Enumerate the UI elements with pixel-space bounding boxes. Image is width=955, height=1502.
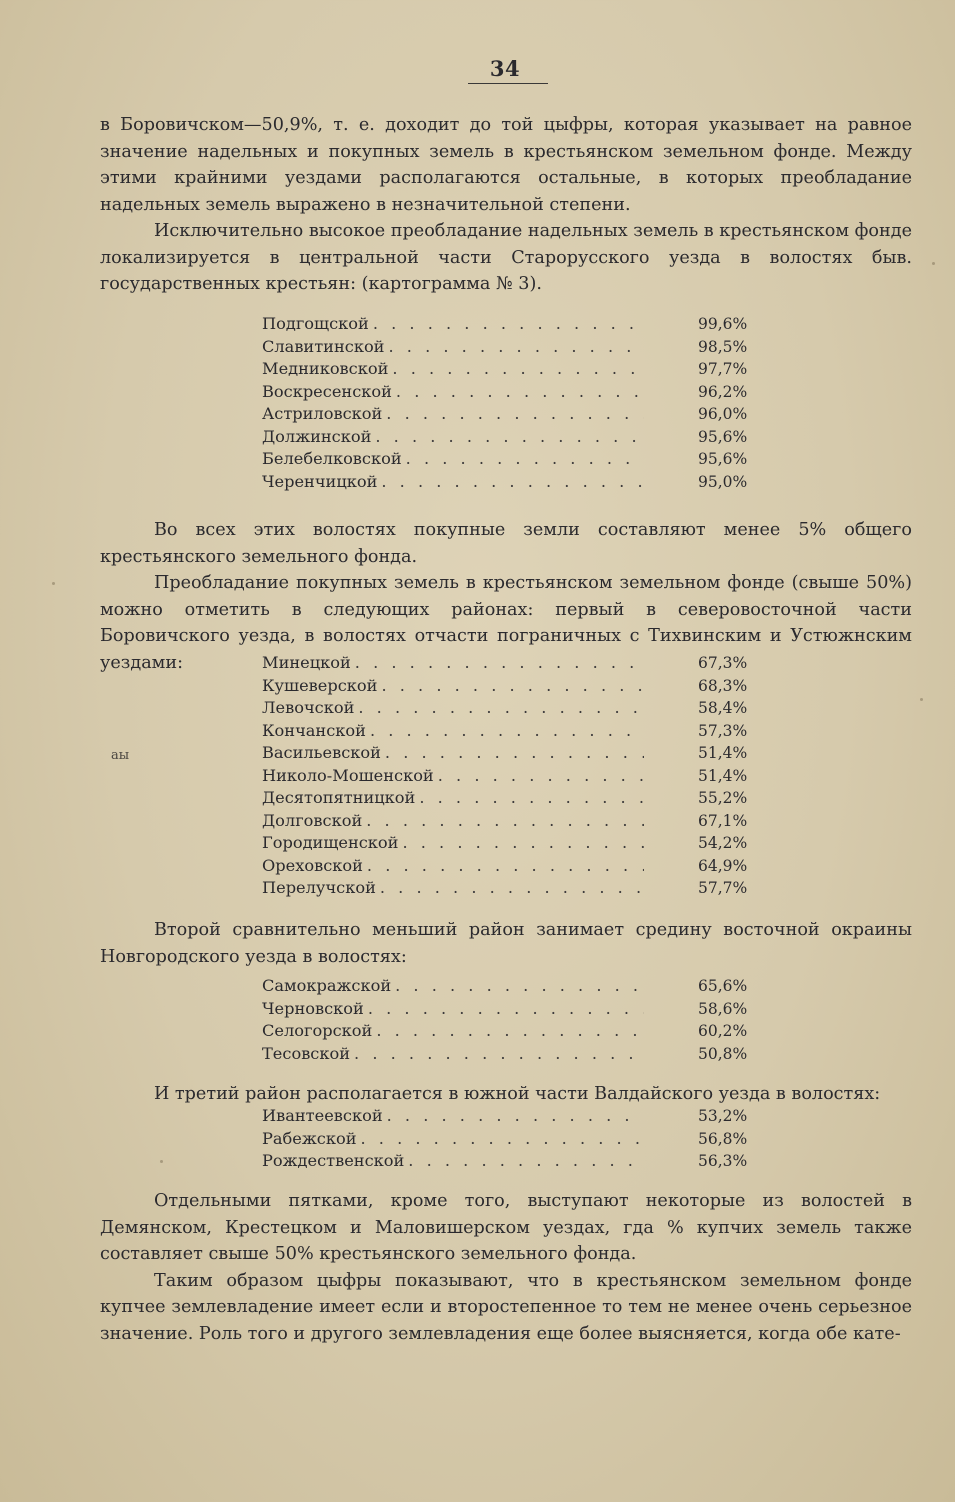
volost-percentage: 95,0%: [698, 472, 748, 491]
volost-name: Левочской: [262, 698, 355, 717]
volost-list-1: [262, 313, 754, 493]
volost-name: Перелучской: [262, 878, 376, 897]
leader-dots: [368, 998, 644, 1021]
volost-row: [262, 855, 754, 878]
volost-row: [262, 426, 754, 449]
volost-percentage: 97,7%: [698, 360, 748, 378]
leader-dots: [376, 1020, 644, 1043]
paragraph-7: Отдельными пятками, кроме того, выступают некоторые из волостей в Демянском, Крестецком и Маловишерском уездах, гда % купчих земель также составляет свыше 50% крестьянского земельного фонда.: [100, 1191, 912, 1264]
volost-list-2: [262, 652, 754, 900]
leader-dots: [366, 810, 644, 833]
volost-row: [262, 358, 754, 381]
volost-list-4: [262, 1105, 754, 1173]
volost-row: [262, 1128, 754, 1151]
leader-dots: [385, 742, 644, 765]
leader-dots: [406, 448, 644, 471]
volost-row: [262, 675, 754, 698]
volost-percentage: 68,3%: [698, 676, 748, 695]
leader-dots: [392, 358, 644, 381]
volost-row: [262, 742, 754, 765]
text-block-4: [100, 1081, 912, 1108]
volost-row: [262, 313, 754, 336]
volost-name: Астриловской: [262, 404, 383, 423]
leader-dots: [380, 877, 644, 900]
leader-dots: [373, 313, 644, 336]
leader-dots: [396, 381, 644, 404]
volost-percentage: 67,1%: [698, 811, 748, 830]
volost-name: Воскресенской: [262, 381, 392, 401]
volost-name: Десятопятницкой: [262, 788, 416, 807]
volost-percentage: 57,7%: [698, 879, 748, 897]
volost-name: Ивантеевской: [262, 1106, 383, 1125]
volost-name: Васильевской: [262, 743, 381, 762]
leader-dots: [375, 426, 644, 449]
leader-dots: [395, 975, 644, 998]
volost-percentage: 55,2%: [698, 789, 748, 807]
leader-dots: [355, 652, 644, 675]
paper-speck: [160, 1160, 163, 1163]
leader-dots: [438, 765, 644, 788]
page-number-underline: [468, 83, 548, 84]
leader-dots: [381, 675, 644, 698]
paragraph-3: Во всех этих волостях покупные земли составляют менее 5% общего крестьянского земельного фонда.: [100, 520, 912, 567]
volost-percentage: 65,6%: [698, 977, 748, 995]
volost-name: Белебелковской: [262, 449, 402, 468]
volost-percentage: 51,4%: [698, 744, 748, 762]
volost-list-3: [262, 975, 754, 1065]
paper-speck: [920, 698, 923, 701]
leader-dots: [360, 1128, 644, 1151]
paragraph-6: И третий район располагается в южной части Валдайского уезда в волостях:: [154, 1084, 881, 1104]
volost-percentage: 64,9%: [698, 856, 748, 875]
volost-name: Долговской: [262, 810, 363, 830]
volost-percentage: 56,3%: [698, 1152, 748, 1170]
volost-percentage: 57,3%: [698, 721, 748, 740]
volost-percentage: 99,6%: [698, 315, 748, 333]
volost-percentage: 67,3%: [698, 654, 748, 672]
volost-name: Должинской: [262, 426, 372, 446]
volost-row: [262, 765, 754, 788]
paper-speck: [52, 582, 55, 585]
volost-row: [262, 998, 754, 1021]
page-number: 34: [489, 56, 521, 81]
volost-percentage: 95,6%: [698, 427, 748, 446]
volost-name: Черенчицкой: [262, 471, 378, 491]
volost-percentage: 54,2%: [698, 834, 748, 852]
paragraph-8: Таким образом цыфры показывают, что в крестьянском земельном фонде купчее землевладение имеет если и второстепенное то тем не менее очень серьезное значение. Роль того и другого землевладения еще более выясняется, когда обе кате-: [100, 1270, 912, 1344]
volost-percentage: 56,8%: [698, 1129, 748, 1148]
leader-dots: [388, 336, 644, 359]
volost-row: [262, 720, 754, 743]
leader-dots: [408, 1150, 644, 1173]
paragraph-4: Преобладание покупных земель в крестьянском земельном фонде (свыше 50%) можно отметить в следующих районах: первый в северовосточной части Боровичского уезда, в волостях отчасти пограничных с Тихвинским и Устюжнским уездами:: [100, 573, 912, 673]
leader-dots: [387, 1105, 644, 1128]
volost-percentage: 98,5%: [698, 337, 748, 356]
volost-name: Славитинской: [262, 336, 385, 356]
paragraph-5: Второй сравнительно меньший район занимает средину восточной окраины Новгородского уезда в волостях:: [100, 920, 912, 967]
volost-name: Селогорской: [262, 1021, 373, 1040]
volost-row: [262, 336, 754, 359]
volost-percentage: 96,2%: [698, 382, 748, 401]
volost-name: Самокражской: [262, 976, 392, 995]
leader-dots: [402, 832, 644, 855]
volost-percentage: 50,8%: [698, 1044, 748, 1063]
volost-name: Ореховской: [262, 855, 363, 875]
volost-name: Рождественской: [262, 1151, 405, 1170]
leader-dots: [386, 403, 644, 426]
volost-row: [262, 787, 754, 810]
volost-row: [262, 810, 754, 833]
volost-percentage: 96,0%: [698, 405, 748, 423]
volost-name: Городищенской: [262, 833, 399, 852]
leader-dots: [354, 1043, 644, 1066]
volost-percentage: 60,2%: [698, 1022, 748, 1040]
volost-row: [262, 1043, 754, 1066]
volost-percentage: 58,6%: [698, 999, 748, 1018]
volost-percentage: 95,6%: [698, 450, 748, 468]
leader-dots: [419, 787, 644, 810]
volost-row: [262, 697, 754, 720]
volost-row: [262, 448, 754, 471]
leader-dots: [381, 471, 644, 494]
paragraph-1: в Боровичском—50,9%, т. е. доходит до той цыфры, которая указывает на равное значение надельных и покупных земель в крестьянском земельном фонде. Между этими крайними уездами располагаются остальные, в которых преобладание надельных земель выражено в незначительной степени.: [100, 115, 912, 215]
volost-row: [262, 1150, 754, 1173]
text-block-3: [100, 917, 912, 970]
paragraph-2: Исключительно высокое преобладание надельных земель в крестьянском фонде локализируется в центральной части Старорусского уезда в волостях быв. государственных крестьян: (картограмма № 3).: [100, 221, 912, 294]
volost-percentage: 53,2%: [698, 1107, 748, 1125]
leader-dots: [358, 697, 644, 720]
volost-row: [262, 975, 754, 998]
volost-name: Минецкой: [262, 653, 351, 672]
leader-dots: [370, 720, 644, 743]
volost-row: [262, 471, 754, 494]
paper-speck: [932, 262, 935, 265]
volost-name: Подгощской: [262, 314, 369, 333]
volost-name: Черновской: [262, 998, 364, 1018]
volost-name: Медниковской: [262, 359, 389, 378]
volost-percentage: 58,4%: [698, 699, 748, 717]
volost-row: [262, 381, 754, 404]
volost-row: [262, 1105, 754, 1128]
volost-name: Кончанской: [262, 720, 366, 740]
volost-row: [262, 1020, 754, 1043]
leader-dots: [367, 855, 644, 878]
margin-note: аы: [111, 748, 130, 763]
text-block-1: [100, 112, 912, 298]
volost-percentage: 51,4%: [698, 766, 748, 785]
volost-name: Тесовской: [262, 1043, 351, 1063]
volost-row: [262, 832, 754, 855]
volost-row: [262, 877, 754, 900]
volost-name: Николо-Мошенской: [262, 765, 434, 785]
volost-name: Рабежской: [262, 1128, 357, 1148]
volost-row: [262, 652, 754, 675]
volost-name: Кушеверской: [262, 675, 378, 695]
text-block-5: [100, 1188, 912, 1347]
volost-row: [262, 403, 754, 426]
